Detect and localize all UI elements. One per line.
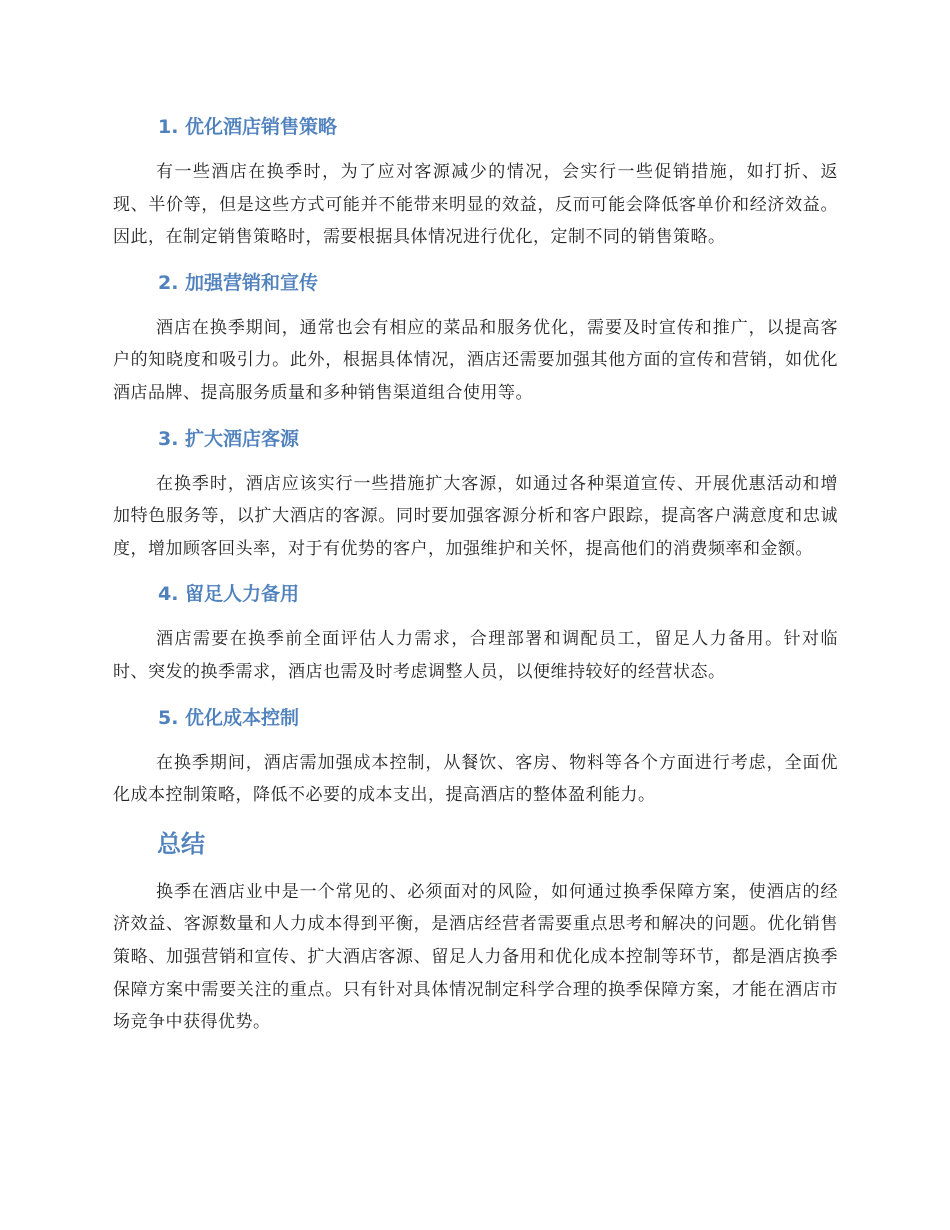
section-heading-1: 1. 优化酒店销售策略 xyxy=(158,116,338,138)
summary-heading: 总结 xyxy=(157,829,205,858)
section-paragraph-4: 酒店需要在换季前全面评估人力需求，合理部署和调配员工，留足人力备用。针对临时、突发的换季需求，酒店也需及时考虑调整人员，以便维持较好的经营状态。 xyxy=(113,629,838,682)
document-content xyxy=(113,110,838,1051)
section-heading-4: 4. 留足人力备用 xyxy=(158,583,300,606)
section-heading-5: 5. 优化成本控制 xyxy=(158,706,300,729)
section-paragraph-1: 有一些酒店在换季时，为了应对客源减少的情况，会实行一些促销措施，如打折、返现、半价等，但是这些方式可能并不能带来明显的效益，反而可能会降低客单价和经济效益。因此，在制定销售策略时，需要根据具体情况进行优化，定制不同的销售策略。 xyxy=(113,162,838,248)
section-paragraph-5: 在换季期间，酒店需加强成本控制，从餐饮、客房、物料等各个方面进行考虑，全面优化成本控制策略，降低不必要的成本支出，提高酒店的整体盈利能力。 xyxy=(113,752,838,806)
summary-paragraph: 换季在酒店业中是一个常见的、必须面对的风险，如何通过换季保障方案，使酒店的经济效益、客源数量和人力成本得到平衡，是酒店经营者需要重点思考和解决的问题。优化销售策略、加强营销和宣传、扩大酒店客源、留足人力备用和优化成本控制等环节，都是酒店换季保障方案中需要关注的重点。只有针对具体情况制定科学合理的换季保障方案，才能在酒店市场竞争中获得优势。 xyxy=(113,881,838,1033)
section-heading-3: 3. 扩大酒店客源 xyxy=(158,427,300,450)
section-paragraph-2: 酒店在换季期间，通常也会有相应的菜品和服务优化，需要及时宣传和推广，以提高客户的知晓度和吸引力。此外，根据具体情况，酒店还需要加强其他方面的宣传和营销，如优化酒店品牌、提高服务质量和多种销售渠道组合使用等。 xyxy=(113,317,838,403)
section-heading-2: 2. 加强营销和宣传 xyxy=(158,271,319,294)
section-paragraph-3: 在换季时，酒店应该实行一些措施扩大客源，如通过各种渠道宣传、开展优惠活动和增加特色服务等，以扩大酒店的客源。同时要加强客源分析和客户跟踪，提高客户满意度和忠诚度，增加顾客回头率，对于有优势的客户，加强维护和关怀，提高他们的消费频率和金额。 xyxy=(113,473,838,559)
